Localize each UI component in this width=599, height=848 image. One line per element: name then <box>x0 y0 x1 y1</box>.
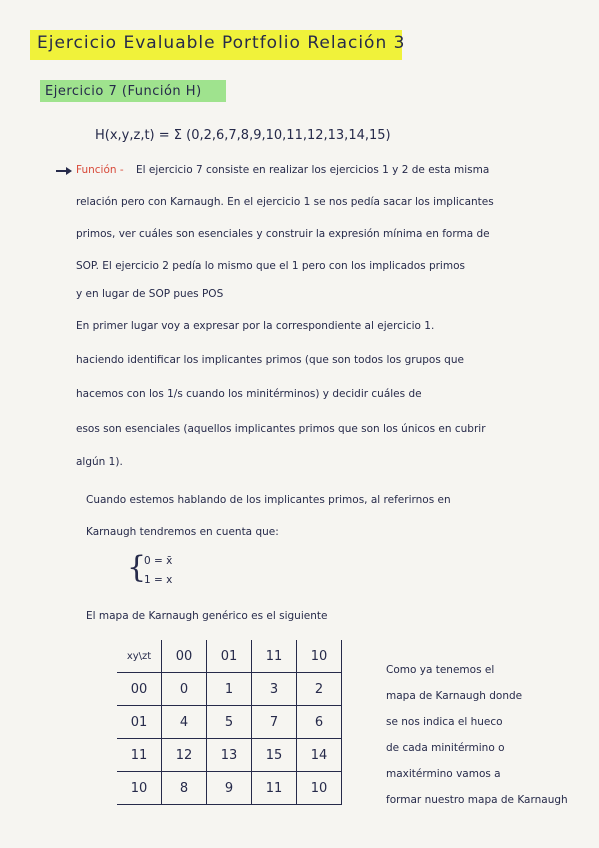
table-cell: 7 <box>252 706 297 739</box>
table-header-row <box>117 640 342 673</box>
table-cell: 2 <box>297 673 342 706</box>
paragraph-line: Cuando estemos hablando de los implicantes primos, al referirnos en <box>86 494 451 506</box>
side-note-line: maxitérmino vamos a <box>386 768 501 780</box>
side-note-line: de cada minitérmino o <box>386 742 505 754</box>
table-cell: 13 <box>207 739 252 772</box>
table-row <box>117 706 342 739</box>
column-header: 11 <box>252 640 297 673</box>
table-cell: 14 <box>297 739 342 772</box>
table-cell: 8 <box>162 772 207 805</box>
row-header: 00 <box>117 673 162 706</box>
table-cell: 3 <box>252 673 297 706</box>
intro-line: primos, ver cuáles son esenciales y construir la expresión mínima en forma de <box>76 228 490 240</box>
table-cell: 1 <box>207 673 252 706</box>
table-row <box>117 673 342 706</box>
table-cell: 12 <box>162 739 207 772</box>
paragraph-line: haciendo identificar los implicantes primos (que son todos los grupos que <box>76 354 464 366</box>
paragraph-line: Karnaugh tendremos en cuenta que: <box>86 526 279 538</box>
table-cell: 10 <box>297 772 342 805</box>
table-row <box>117 772 342 805</box>
intro-line: SOP. El ejercicio 2 pedía lo mismo que el 1 pero con los implicados primos <box>76 260 465 272</box>
column-header: 01 <box>207 640 252 673</box>
equivalence-line: 0 = x̄ <box>144 555 173 567</box>
brace-icon: { <box>127 550 147 585</box>
table-cell: 15 <box>252 739 297 772</box>
table-row <box>117 739 342 772</box>
row-header: 10 <box>117 772 162 805</box>
karnaugh-map-table <box>117 640 342 805</box>
table-cell: 9 <box>207 772 252 805</box>
equivalence-line: 1 = x <box>144 574 173 586</box>
intro-label: Función - <box>76 164 124 176</box>
column-header: 10 <box>297 640 342 673</box>
side-note-line: formar nuestro mapa de Karnaugh <box>386 794 568 806</box>
map-intro: El mapa de Karnaugh genérico es el siguiente <box>86 610 328 622</box>
table-cell: 4 <box>162 706 207 739</box>
side-note-line: Como ya tenemos el <box>386 664 495 676</box>
corner-label: xy\zt <box>117 640 162 673</box>
table-cell: 5 <box>207 706 252 739</box>
paragraph-line: En primer lugar voy a expresar por la correspondiente al ejercicio 1. <box>76 320 435 332</box>
table-cell: 0 <box>162 673 207 706</box>
page-title: Ejercicio Evaluable Portfolio Relación 3 <box>37 33 406 53</box>
row-header: 11 <box>117 739 162 772</box>
row-header: 01 <box>117 706 162 739</box>
paragraph-line: hacemos con los 1/s cuando los minitérminos) y decidir cuáles de <box>76 388 422 400</box>
intro-line: y en lugar de SOP pues POS <box>76 288 224 300</box>
function-formula: H(x,y,z,t) = Σ (0,2,6,7,8,9,10,11,12,13,14,15) <box>95 128 391 143</box>
table-cell: 11 <box>252 772 297 805</box>
column-header: 00 <box>162 640 207 673</box>
side-note-line: se nos indica el hueco <box>386 716 503 728</box>
intro-line: relación pero con Karnaugh. En el ejercicio 1 se nos pedía sacar los implicantes <box>76 196 494 208</box>
arrow-bullet-icon <box>56 170 70 172</box>
paragraph-line: esos son esenciales (aquellos implicantes primos que son los únicos en cubrir <box>76 423 486 435</box>
exercise-subtitle: Ejercicio 7 (Función H) <box>45 84 202 99</box>
intro-line: El ejercicio 7 consiste en realizar los ejercicios 1 y 2 de esta misma <box>136 164 490 176</box>
paragraph-line: algún 1). <box>76 456 123 468</box>
side-note-line: mapa de Karnaugh donde <box>386 690 523 702</box>
table-cell: 6 <box>297 706 342 739</box>
